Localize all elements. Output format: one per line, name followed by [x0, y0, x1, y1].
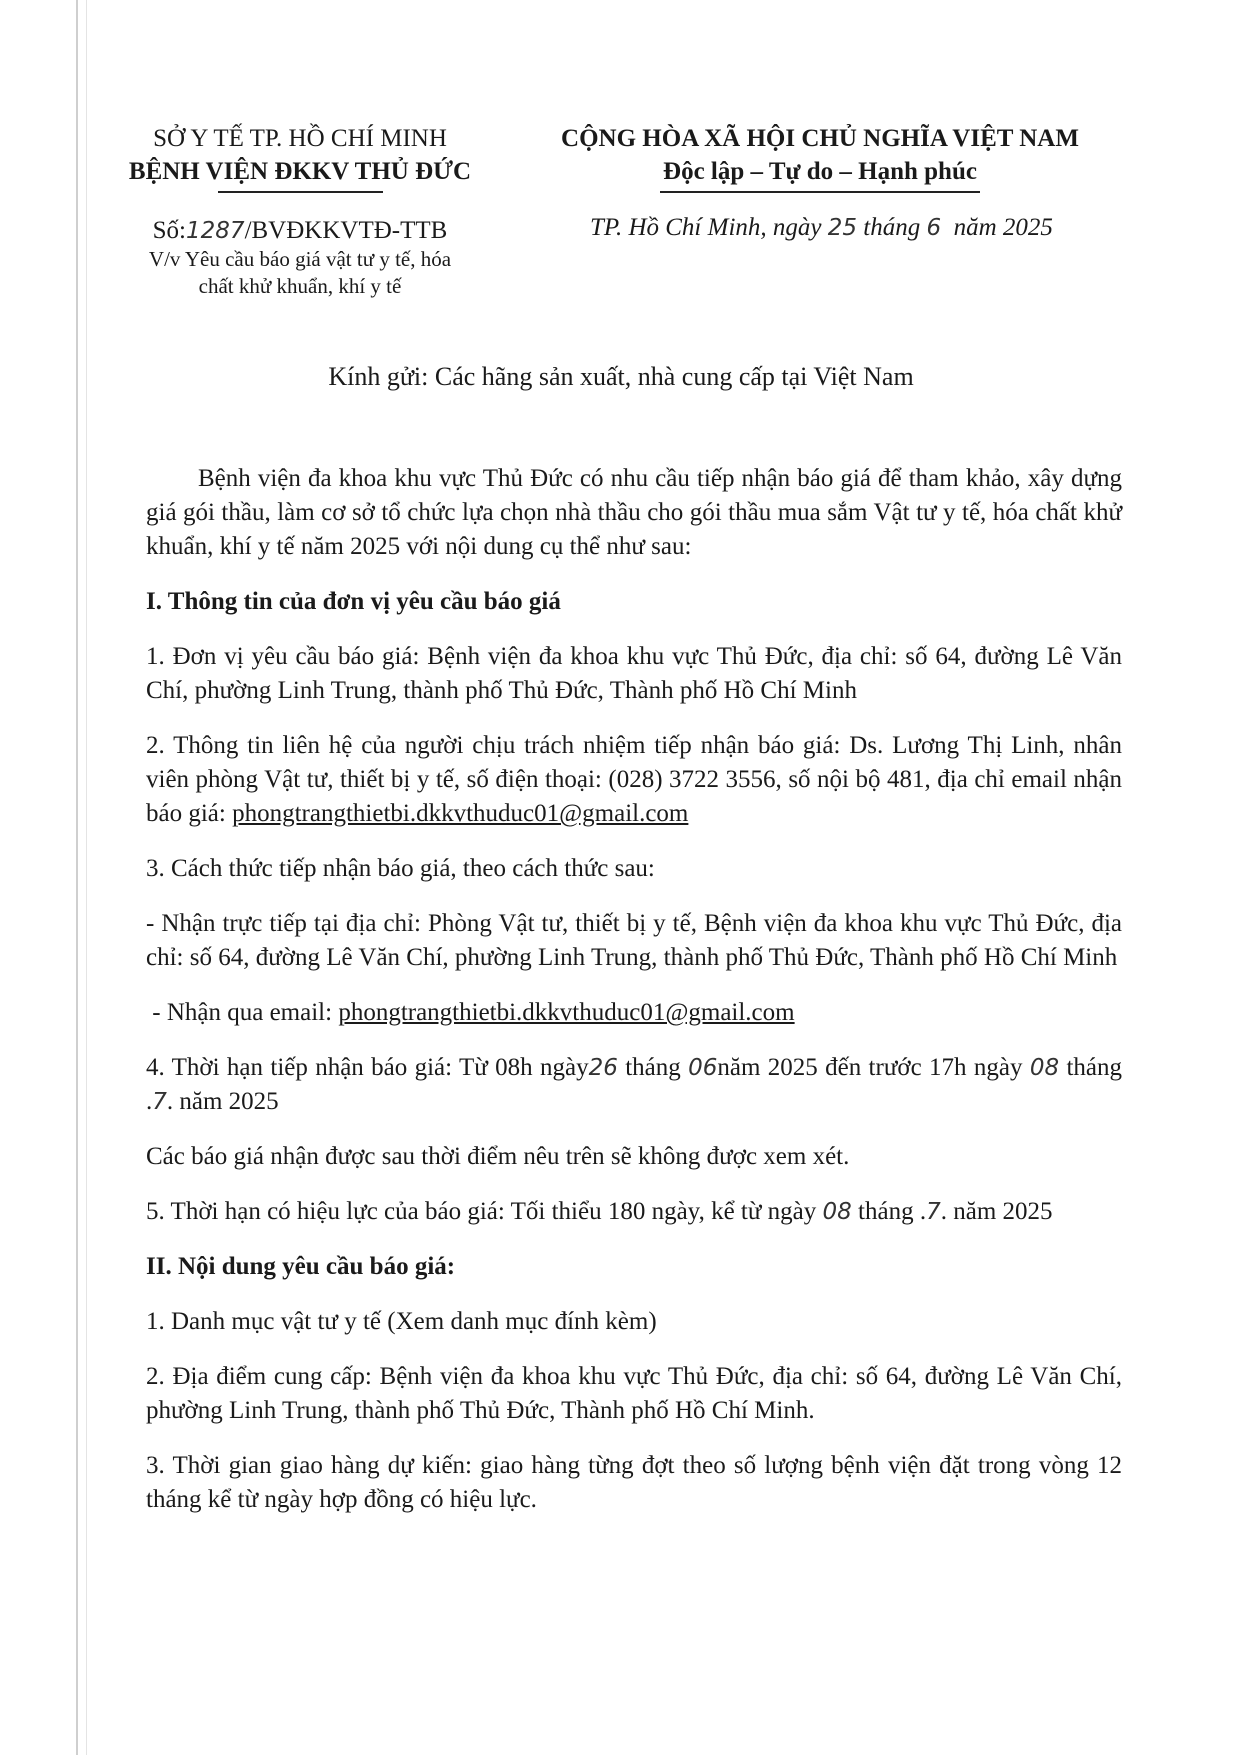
section-1-item-1: 1. Đơn vị yêu cầu báo giá: Bệnh viện đa khoa khu vực Thủ Đức, địa chỉ: số 64, đường Lê Văn Chí, phường Linh Trung, thành phố Thủ Đức, Thành phố Hồ Chí Minh [146, 643, 1122, 704]
section-1-item-3-email: - Nhận qua email: phongtrangthietbi.dkkvthuduc01@gmail.com [152, 999, 795, 1026]
section-1-item-3-direct: - Nhận trực tiếp tại địa chỉ: Phòng Vật tư, thiết bị y tế, Bệnh viện đa khoa khu vực Thủ Đức, địa chỉ: số 64, đường Lê Văn Chí, phường Linh Trung, thành phố Thủ Đức, Thành phố Hồ Chí Minh [146, 910, 1122, 971]
section-1-item-5: 5. Thời hạn có hiệu lực của báo giá: Tối thiểu 180 ngày, kể từ ngày 08 tháng .7. năm 2025 [146, 1198, 1053, 1225]
email-link-2[interactable]: phongtrangthietbi.dkkvthuduc01@gmail.com [338, 999, 795, 1026]
reference-block [110, 216, 490, 300]
validity-start-day: 08 [822, 1199, 852, 1225]
section-2-item-2: 2. Địa điểm cung cấp: Bệnh viện đa khoa khu vực Thủ Đức, địa chỉ: số 64, đường Lê Văn Chí, phường Linh Trung, thành phố Thủ Đức, Thành phố Hồ Chí Minh. [146, 1363, 1122, 1424]
motto: Độc lập – Tự do – Hạnh phúc [663, 158, 977, 185]
recipient: Kính gửi: Các hãng sản xuất, nhà cung cấp tại Việt Nam [328, 362, 914, 391]
hospital-name: BỆNH VIỆN ĐKKV THỦ ĐỨC [128, 158, 472, 185]
section-1-item-4: 4. Thời hạn tiếp nhận báo giá: Từ 08h ngày26 tháng 06năm 2025 đến trước 17h ngày 08 tháng .7. năm 2025 [146, 1054, 1123, 1115]
reference-number: Số:1287/BVĐKKVTĐ-TTB [152, 217, 448, 244]
issuing-agency-header [110, 122, 490, 193]
handwritten-number: 1287 [186, 218, 245, 244]
section-1-item-4-note: Các báo giá nhận được sau thời điểm nêu trên sẽ không được xem xét. [146, 1143, 850, 1170]
receipt-end-day: 08 [1029, 1055, 1060, 1081]
receipt-start-month: 06 [688, 1055, 718, 1081]
subject-line-2: chất khử khuẩn, khí y tế [198, 274, 402, 298]
subject-line-1: V/v Yêu cầu báo giá vật tư y tế, hóa [148, 247, 452, 271]
section-2-title: II. Nội dung yêu cầu báo giá: [146, 1253, 456, 1280]
date-day: 25 [827, 215, 858, 241]
section-1-title: I. Thông tin của đơn vị yêu cầu báo giá [146, 588, 561, 615]
scan-edge-line-faint [86, 0, 87, 1755]
receipt-start-day: 26 [588, 1055, 618, 1081]
date-month: 6 [926, 215, 942, 241]
receipt-end-month: 7 [152, 1089, 167, 1115]
section-1-item-2: 2. Thông tin liên hệ của người chịu trách nhiệm tiếp nhận báo giá: Ds. Lương Thị Linh, nhân viên phòng Vật tư, thiết bị y tế, số điện thoại: (028) 3722 3556, số nội bộ 481, địa chỉ email nhận báo giá: phongtrangthietbi.dkkvthuduc01@gmail.com [146, 732, 1122, 827]
department-name: SỞ Y TẾ TP. HỒ CHÍ MINH [153, 125, 447, 152]
motto-underline [660, 191, 980, 193]
issue-date: TP. Hồ Chí Minh, ngày 25 tháng 6 năm 2025 [590, 214, 1053, 241]
scan-edge-line [76, 0, 78, 1755]
section-2-item-1: 1. Danh mục vật tư y tế (Xem danh mục đính kèm) [146, 1308, 657, 1335]
hospital-underline [218, 191, 383, 193]
validity-start-month: 7 [926, 1199, 941, 1225]
email-link[interactable]: phongtrangthietbi.dkkvthuduc01@gmail.com [232, 800, 689, 827]
section-2-item-3: 3. Thời gian giao hàng dự kiến: giao hàng từng đợt theo số lượng bệnh viện đặt trong vòng 12 tháng kể từ ngày hợp đồng có hiệu lực. [146, 1452, 1122, 1513]
section-1-item-3: 3. Cách thức tiếp nhận báo giá, theo cách thức sau: [146, 855, 655, 882]
national-motto-header [520, 122, 1120, 193]
intro-paragraph: Bệnh viện đa khoa khu vực Thủ Đức có nhu cầu tiếp nhận báo giá để tham khảo, xây dựng giá gói thầu, làm cơ sở tổ chức lựa chọn nhà thầu cho gói thầu mua sắm Vật tư y tế, hóa chất khử khuẩn, khí y tế năm 2025 với nội dung cụ thể như sau: [146, 465, 1122, 560]
letter-body [146, 462, 1122, 1538]
country-name: CỘNG HÒA XÃ HỘI CHỦ NGHĨA VIỆT NAM [561, 125, 1079, 152]
